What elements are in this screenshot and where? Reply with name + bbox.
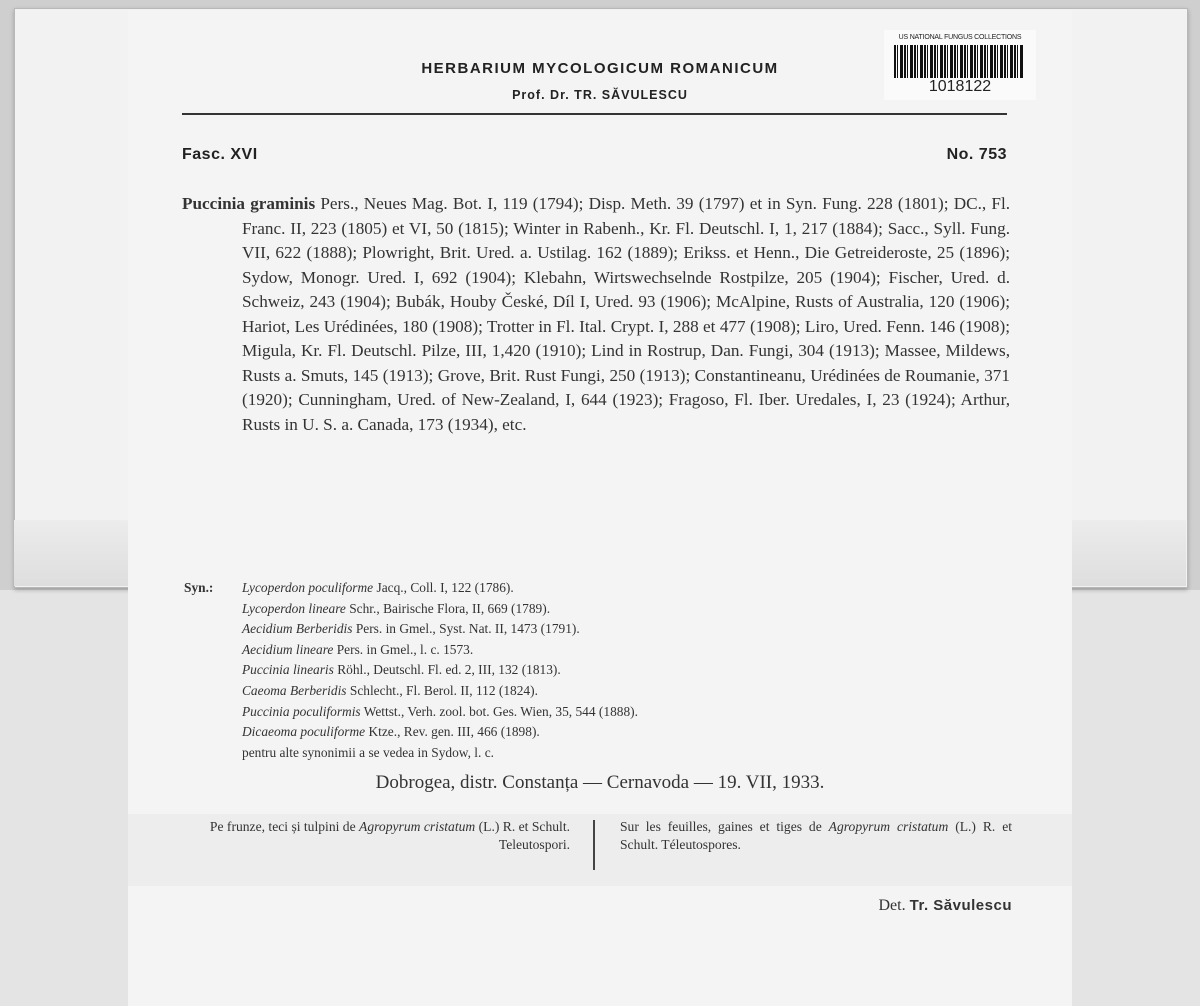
list-item	[242, 578, 1004, 599]
host-romanian	[186, 818, 570, 854]
synonym-ref: Pers. in Gmel., Syst. Nat. II, 1473 (1791).	[355, 621, 580, 637]
list-item	[242, 722, 1004, 743]
list-item	[242, 640, 1004, 661]
list-item	[242, 743, 1004, 764]
barcode-number: 1018122	[928, 78, 992, 95]
herbarium-subtitle: Prof. Dr. TR. SĂVULESCU	[512, 88, 688, 102]
synonyms-block	[184, 578, 1004, 763]
barcode-icon	[894, 45, 1024, 78]
synonym-name: Lycoperdon poculiforme	[242, 580, 374, 595]
synonym-name: Aecidium Berberidis	[242, 621, 353, 637]
list-item	[242, 619, 1004, 640]
barcode-label	[884, 30, 1036, 100]
synonym-ref: Pers. in Gmel., l. c. 1573.	[336, 641, 474, 657]
synonym-name: Caeoma Berberidis	[242, 682, 347, 698]
synonym-ref: Ktze., Rev. gen. III, 466 (1898).	[368, 724, 540, 740]
host-ro-pre: Pe frunze, teci și tulpini de	[209, 819, 356, 834]
determiner	[879, 897, 1013, 915]
barcode-caption: US NATIONAL FUNGUS COLLECTIONS	[898, 34, 1022, 41]
synonym-name: Aecidium lineare	[242, 641, 334, 657]
collection-locality: Dobrogea, distr. Constanța — Cernavoda — 19. VII, 1933.	[375, 772, 825, 793]
host-ro-post: (L.) R. et Schult. Teleutospori.	[478, 819, 570, 852]
host-fr-post: (L.) R. et Schult. Téleutospores.	[620, 819, 1013, 852]
list-item	[242, 660, 1004, 681]
host-fr-name: Agropyrum cristatum	[828, 819, 949, 834]
host-divider	[593, 820, 595, 870]
header-rule	[182, 113, 1007, 115]
synonym-ref: Schr., Bairische Flora, II, 669 (1789).	[349, 600, 551, 616]
synonym-name: Dicaeoma poculiforme	[242, 724, 366, 740]
herbarium-title: HERBARIUM MYCOLOGICUM ROMANICUM	[421, 60, 779, 77]
exsiccata-number: No. 753	[946, 146, 1007, 163]
host-fr-pre: Sur les feuilles, gaines et tiges de	[620, 819, 822, 834]
determiner-name: Tr. Săvulescu	[909, 897, 1012, 914]
list-item	[242, 702, 1004, 723]
synonym-ref: Wettst., Verh. zool. bot. Ges. Wien, 35, 544 (1888).	[363, 703, 638, 719]
list-item	[242, 681, 1004, 702]
synonyms-label: Syn.:	[184, 580, 214, 595]
synonym-name: Puccinia poculiformis	[242, 703, 361, 719]
fascicle-number: Fasc. XVI	[182, 146, 258, 163]
synonyms-list	[184, 578, 1004, 763]
host-ro-name: Agropyrum cristatum	[359, 819, 476, 834]
host-french	[620, 818, 1012, 854]
determiner-prefix: Det.	[878, 897, 906, 914]
bibliography	[182, 192, 1010, 437]
species-name: Puccinia graminis	[182, 194, 316, 213]
synonym-name: Puccinia linearis	[242, 662, 334, 678]
synonym-name: Lycoperdon lineare	[242, 600, 346, 616]
synonym-ref: Jacq., Coll. I, 122 (1786).	[376, 580, 514, 595]
synonym-ref: Schlecht., Fl. Berol. II, 112 (1824).	[349, 682, 538, 698]
synonym-note: pentru alte synonimii a se vedea in Sydow, l. c.	[242, 744, 495, 760]
synonym-ref: Röhl., Deutschl. Fl. ed. 2, III, 132 (1813).	[337, 662, 561, 678]
bibliography-text: Pers., Neues Mag. Bot. I, 119 (1794); Disp. Meth. 39 (1797) et in Syn. Fung. 228 (1801); DC., Fl. Franc. II, 223 (1805) et VI, 50 (1815); Winter in Rabenh., Kr. Fl. Deutschl. I, 1, 217 (1884); Sacc., Syll. Fung. VII, 622 (1888); Plowright, Brit. Ured. a. Ustilag. 162 (1889); Erikss. et Henn., Die Getreideroste, 25 (1896); Sydow, Monogr. Ured. I, 692 (1904); Klebahn, Wirtswechselnde Rostpilze, 205 (1904); Fischer, Ured. d. Schweiz, 243 (1904); Bubák, Houby České, Díl I, Ured. 93 (1906); McAlpine, Rusts of Australia, 120 (1906); Hariot, Les Urédinées, 180 (1908); Trotter in Fl. Ital. Crypt. I, 288 et 477 (1908); Liro, Ured. Fenn. 146 (1908); Migula, Kr. Fl. Deutschl. Pilze, III, 1,420 (1910); Lind in Rostrup, Dan. Fungi, 304 (1913); Massee, Mildews, Rusts a. Smuts, 145 (1913); Grove, Brit. Rust Fungi, 250 (1913); Constantineanu, Urédinées de Roumanie, 371 (1920); Cunningham, Ured. of New-Zealand, I, 644 (1923); Fragoso, Fl. Iber. Uredales, I, 23 (1924); Arthur, Rusts in U. S. a. Canada, 173 (1934), etc.	[242, 194, 1011, 434]
list-item	[242, 599, 1004, 620]
